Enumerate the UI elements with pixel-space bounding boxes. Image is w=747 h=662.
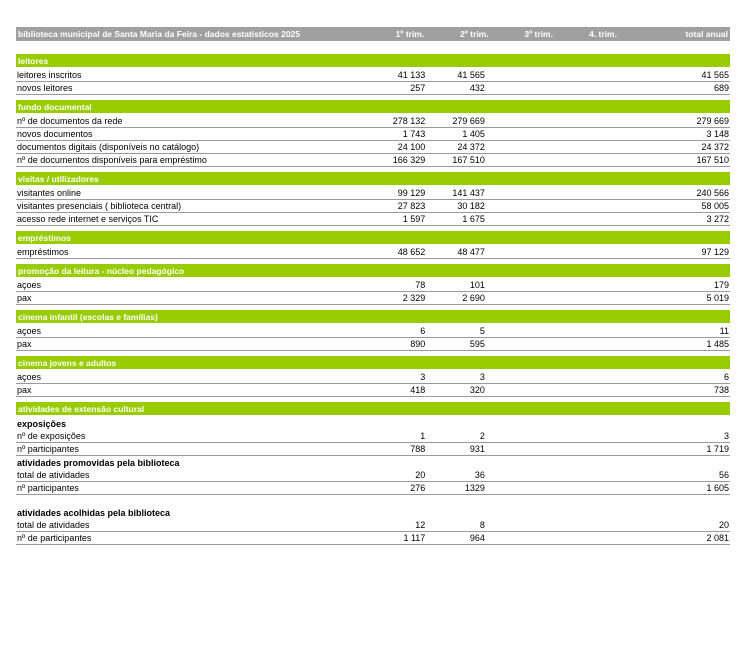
cell-total: 56 [718, 470, 729, 480]
section-header: visitas / utilizadores [16, 172, 730, 185]
cell-q1: 27 823 [397, 201, 426, 211]
subsection-header [16, 417, 730, 430]
subsection-header [16, 456, 730, 469]
cell-q2: 41 565 [457, 70, 485, 80]
table-row [16, 82, 730, 95]
section-header: leitores [16, 54, 730, 67]
cell-q2: 320 [469, 385, 485, 395]
cell-q2: 48 477 [457, 247, 485, 257]
row-label: visitantes presenciais ( biblioteca central) [17, 201, 182, 211]
cell-q1: 1 743 [402, 129, 426, 139]
row-label: exposições [17, 418, 67, 429]
row-label: nº participantes [17, 483, 79, 493]
row-label: nº participantes [17, 444, 79, 454]
cell-total: 240 566 [696, 188, 729, 198]
row-label: leitores inscritos [17, 70, 82, 80]
row-label: total de atividades [17, 520, 90, 530]
cell-q2: 3 [479, 372, 485, 382]
cell-total: 3 [723, 431, 729, 441]
table-row [16, 154, 730, 167]
header-q3: 3º trim. [524, 29, 553, 39]
cell-total: 167 510 [696, 155, 729, 165]
table-row [16, 213, 730, 226]
table-row [16, 371, 730, 384]
cell-q1: 2 329 [402, 293, 426, 303]
table-row [16, 187, 730, 200]
table-row [16, 246, 730, 259]
row-label: atividades acolhidas pela biblioteca [17, 507, 171, 518]
cell-q1: 257 [410, 83, 426, 93]
table-row [16, 482, 730, 495]
cell-q2: 24 372 [457, 142, 485, 152]
cell-q2: 5 [479, 326, 485, 336]
cell-q1: 48 652 [397, 247, 426, 257]
cell-total: 1 605 [706, 483, 729, 493]
row-label: açoes [17, 326, 42, 336]
cell-q1: 278 132 [392, 116, 426, 126]
row-label: novos leitores [17, 83, 73, 93]
cell-q2: 167 510 [452, 155, 485, 165]
cell-total: 41 565 [701, 70, 729, 80]
cell-q1: 24 100 [397, 142, 426, 152]
cell-total: 6 [723, 372, 729, 382]
table-row [16, 338, 730, 351]
header-q2: 2º trim. [459, 29, 489, 39]
section-header: atividades de extensão cultural [16, 402, 730, 415]
row-label: pax [17, 339, 32, 349]
row-label: total de atividades [17, 470, 90, 480]
table-row [16, 279, 730, 292]
row-label: nº de documentos disponíveis para empréstimo [17, 155, 207, 165]
cell-q2: 279 669 [452, 116, 485, 126]
cell-total: 738 [713, 385, 729, 395]
cell-total: 20 [718, 520, 729, 530]
table-row [16, 69, 730, 82]
cell-q1: 276 [410, 483, 426, 493]
row-label: nº de exposições [17, 431, 86, 441]
row-label: pax [17, 385, 32, 395]
cell-total: 3 148 [706, 129, 729, 139]
cell-q1: 41 133 [397, 70, 426, 80]
cell-total: 24 372 [701, 142, 729, 152]
header-total: total anual [685, 29, 728, 39]
cell-total: 58 005 [701, 201, 729, 211]
cell-q1: 1 597 [402, 214, 426, 224]
cell-q1: 12 [415, 520, 426, 530]
section-header: promoção da leitura - núcleo pedagógico [16, 264, 730, 277]
cell-total: 2 081 [706, 533, 729, 543]
table-body [16, 54, 730, 545]
cell-q2: 1 405 [462, 129, 485, 139]
row-label: novos documentos [17, 129, 93, 139]
table-row [16, 469, 730, 482]
row-label: açoes [17, 280, 42, 290]
cell-q1: 20 [415, 470, 426, 480]
table-row [16, 115, 730, 128]
row-label: documentos digitais (disponíveis no catálogo) [17, 142, 200, 152]
table-row [16, 292, 730, 305]
cell-q2: 30 182 [457, 201, 485, 211]
cell-q1: 166 329 [392, 155, 426, 165]
table-row [16, 128, 730, 141]
cell-q2: 141 437 [452, 188, 485, 198]
table-row [16, 532, 730, 545]
cell-q1: 890 [410, 339, 426, 349]
cell-q2: 931 [469, 444, 485, 454]
row-label: açoes [17, 372, 42, 382]
row-label: acesso rede internet e serviços TIC [17, 214, 159, 224]
table-row [16, 200, 730, 213]
header-q4: 4. trim. [589, 29, 617, 39]
table-row [16, 325, 730, 338]
cell-total: 279 669 [696, 116, 729, 126]
cell-total: 5 019 [706, 293, 729, 303]
cell-total: 11 [719, 326, 729, 336]
table-title: biblioteca municipal de Santa Maria da Feira - dados estatísticos 2025 [18, 29, 301, 39]
subsection-header [16, 506, 730, 519]
cell-q2: 36 [474, 470, 485, 480]
cell-q2: 432 [469, 83, 485, 93]
cell-q1: 78 [415, 280, 426, 290]
cell-q1: 6 [420, 326, 426, 336]
cell-q2: 2 690 [462, 293, 485, 303]
section-header: fundo documental [16, 100, 730, 113]
cell-q2: 964 [469, 533, 485, 543]
row-label: empréstimos [17, 247, 69, 257]
cell-q2: 1 675 [462, 214, 485, 224]
cell-q1: 3 [420, 372, 426, 382]
section-header: cinema jovens e adultos [16, 356, 730, 369]
table-row [16, 519, 730, 532]
statistics-table [16, 27, 730, 550]
cell-q2: 8 [479, 520, 485, 530]
table-row [16, 141, 730, 154]
row-label: nº de participantes [17, 533, 92, 543]
cell-total: 1 485 [706, 339, 729, 349]
section-header: empréstimos [16, 231, 730, 244]
cell-q1: 788 [410, 444, 426, 454]
cell-q1: 99 129 [397, 188, 426, 198]
row-label: visitantes online [17, 188, 82, 198]
cell-q2: 101 [469, 280, 485, 290]
row-label: atividades promovidas pela biblioteca [17, 457, 180, 468]
cell-q1: 1 117 [403, 533, 426, 543]
row-label: pax [17, 293, 32, 303]
section-header: cinema infantil (escolas e famílias) [16, 310, 730, 323]
table-row [16, 443, 730, 456]
table-row [16, 430, 730, 443]
cell-total: 179 [713, 280, 729, 290]
row-label: nº de documentos da rede [17, 116, 123, 126]
header-q1: 1º trim. [395, 29, 425, 39]
cell-total: 97 129 [701, 247, 729, 257]
cell-total: 1 719 [706, 444, 729, 454]
cell-q1: 418 [410, 385, 426, 395]
cell-q2: 1329 [464, 483, 485, 493]
cell-q2: 595 [469, 339, 485, 349]
cell-total: 3 272 [706, 214, 729, 224]
table-row [16, 384, 730, 397]
cell-q2: 2 [479, 431, 485, 441]
table-header [16, 27, 730, 41]
cell-total: 689 [713, 83, 729, 93]
cell-q1: 1 [420, 431, 426, 441]
